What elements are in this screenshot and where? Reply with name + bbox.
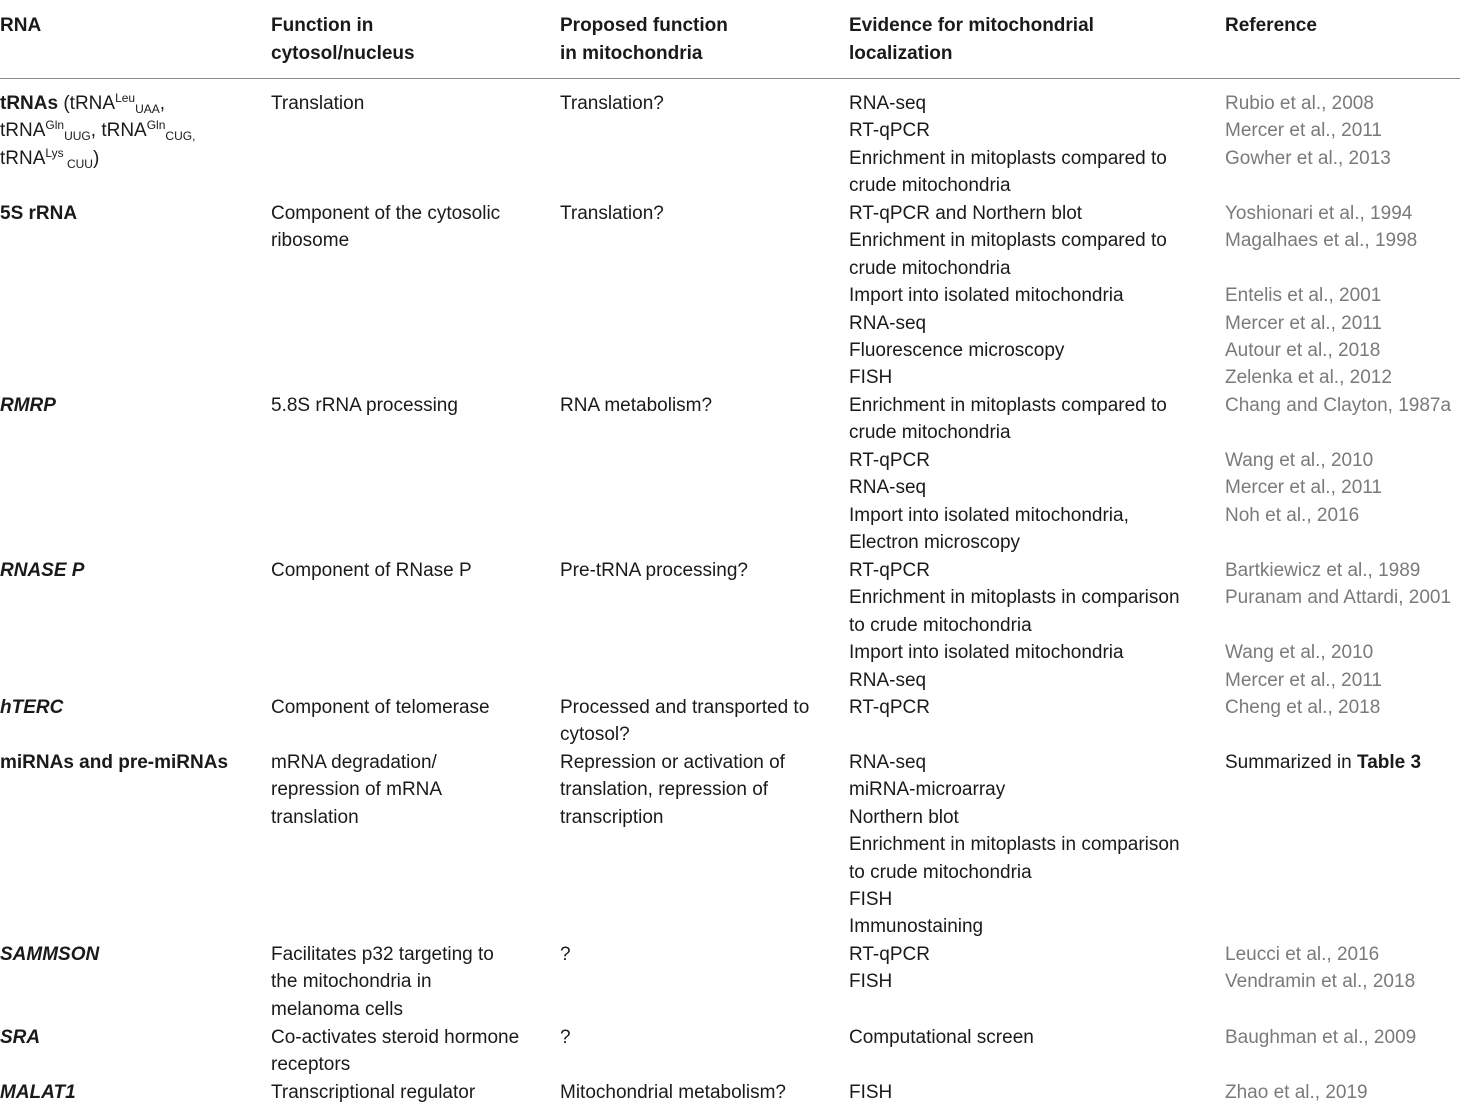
rna-cell <box>0 749 262 776</box>
reference-cell <box>1225 749 1460 776</box>
cell-line: crude mitochondria <box>849 257 1011 279</box>
cell-line: Magalhaes et al., 1998 <box>1225 230 1418 252</box>
header-cytosol-line: cytosol/nucleus <box>271 42 415 64</box>
cell-line <box>1225 419 1460 446</box>
rna-name: SRA <box>0 1027 41 1048</box>
cell-line: Bartkiewicz et al., 1989 <box>1225 560 1421 581</box>
cytosol-function-cell <box>271 941 551 1023</box>
cell-line: Computational screen <box>849 1027 1034 1048</box>
cell-line: Mercer et al., 2011 <box>1225 477 1383 499</box>
rna-name: RNASE P <box>0 560 85 581</box>
rna-cell <box>0 200 262 227</box>
table-reference-link[interactable]: Table 3 <box>1357 752 1422 773</box>
cell-line: RNA-seq <box>849 93 927 114</box>
rna-detail: UUG <box>64 129 91 144</box>
rna-name: tRNAs <box>0 93 59 114</box>
rna-detail: (tRNA <box>63 93 116 114</box>
rna-cell <box>0 694 262 721</box>
rna-detail: Lys <box>45 145 64 160</box>
evidence-cell <box>849 557 1219 694</box>
rna-name: SAMMSON <box>0 944 100 965</box>
cell-line: Wang et al., 2010 <box>1225 642 1374 664</box>
reference-cell <box>1225 1024 1460 1051</box>
cell-line: FISH <box>849 1082 893 1103</box>
rna-detail: Gln <box>146 118 166 133</box>
cell-line: RT-qPCR <box>849 120 930 142</box>
rna-detail: ) <box>92 147 100 169</box>
cell-line: Entelis et al., 2001 <box>1225 285 1382 307</box>
cell-line: Enrichment in mitoplasts in comparison <box>849 587 1180 609</box>
rna-name: hTERC <box>0 697 64 718</box>
cell-line: Leucci et al., 2016 <box>1225 944 1380 965</box>
cytosol-function-cell: Transcriptional regulator <box>271 1082 476 1103</box>
cell-line: Zelenka et al., 2012 <box>1225 367 1392 389</box>
cell-line: RNA-seq <box>849 669 927 691</box>
cell-line: Mercer et al., 2011 <box>1225 312 1383 334</box>
cytosol-function-cell <box>271 1024 551 1079</box>
cell-line: Import into isolated mitochondria <box>849 642 1124 664</box>
cell-line: Import into isolated mitochondria, <box>849 504 1129 526</box>
cytosol-function-cell: Component of telomerase <box>271 697 490 718</box>
cell-line: to crude mitochondria <box>849 861 1032 883</box>
cell-line <box>1225 529 1460 556</box>
header-mito <box>560 12 728 67</box>
header-evidence-line: localization <box>849 42 953 64</box>
cytosol-function-cell: Component of RNase P <box>271 560 472 581</box>
cell-line: FISH <box>849 367 893 389</box>
reference-cell <box>1225 200 1460 392</box>
rna-cell <box>0 90 262 172</box>
cell-line: Repression or activation of <box>560 752 785 773</box>
rna-cell <box>0 392 262 419</box>
cell-line: Processed and transported to <box>560 697 810 718</box>
evidence-cell <box>849 749 1219 941</box>
cell-line: Rubio et al., 2008 <box>1225 93 1374 114</box>
cell-line <box>1225 612 1460 639</box>
cell-line: melanoma cells <box>271 998 403 1020</box>
cell-line: ribosome <box>271 230 350 252</box>
evidence-cell <box>849 200 1219 392</box>
rna-name: miRNAs and pre-miRNAs <box>0 752 229 773</box>
header-cytosol <box>271 12 415 67</box>
cell-line: Immunostaining <box>849 916 984 938</box>
cell-line: translation, repression of <box>560 779 769 801</box>
cytosol-function-cell <box>271 200 551 255</box>
header-mito-line: in mitochondria <box>560 42 703 64</box>
cell-line: mRNA degradation/ <box>271 752 437 773</box>
cell-line: Northern blot <box>849 806 959 828</box>
cell-line: crude mitochondria <box>849 175 1011 197</box>
cell-line: Autour et al., 2018 <box>1225 340 1381 362</box>
header-evidence-line: Evidence for mitochondrial <box>849 15 1094 36</box>
cytosol-function-cell: Translation <box>271 93 365 114</box>
rna-detail: CUG, <box>165 129 196 144</box>
cell-line: transcription <box>560 806 664 828</box>
reference-cell <box>1225 1079 1460 1106</box>
evidence-cell <box>849 90 1219 200</box>
cell-line: Component of the cytosolic <box>271 203 501 224</box>
cytosol-function-cell: 5.8S rRNA processing <box>271 395 458 416</box>
cell-line: Fluorescence microscopy <box>849 340 1065 362</box>
cell-line: repression of mRNA <box>271 779 443 801</box>
cell-line: miRNA-microarray <box>849 779 1006 801</box>
cell-line: RT-qPCR <box>849 560 930 581</box>
evidence-cell <box>849 392 1219 556</box>
cell-line: RT-qPCR and Northern blot <box>849 203 1083 224</box>
header-mito-line: Proposed function <box>560 15 728 36</box>
evidence-cell <box>849 941 1219 996</box>
cell-line: Enrichment in mitoplasts compared to <box>849 147 1167 169</box>
mito-function-cell: Mitochondrial metabolism? <box>560 1082 786 1103</box>
cell-line: RT-qPCR <box>849 697 930 718</box>
mito-function-cell: RNA metabolism? <box>560 395 713 416</box>
cell-line: Mercer et al., 2011 <box>1225 120 1383 142</box>
cell-line: Vendramin et al., 2018 <box>1225 971 1416 993</box>
cell-line: RT-qPCR <box>849 449 930 471</box>
header-divider <box>0 78 1460 79</box>
rna-cell <box>0 941 262 968</box>
mito-function-cell <box>560 749 840 831</box>
rna-detail: tRNA <box>0 120 46 142</box>
cell-line: RT-qPCR <box>849 944 930 965</box>
rna-cell <box>0 557 262 584</box>
cell-line: Electron microscopy <box>849 532 1021 554</box>
rna-detail: tRNA <box>0 147 46 169</box>
reference-cell <box>1225 557 1460 694</box>
cell-line: FISH <box>849 971 893 993</box>
reference-cell <box>1225 941 1460 996</box>
cell-line: Wang et al., 2010 <box>1225 449 1374 471</box>
cell-line: Gowher et al., 2013 <box>1225 147 1391 169</box>
cell-line: the mitochondria in <box>271 971 432 993</box>
rna-name: MALAT1 <box>0 1082 76 1103</box>
reference-cell <box>1225 392 1460 556</box>
cell-line: Co-activates steroid hormone <box>271 1027 520 1048</box>
cell-line: FISH <box>849 889 893 911</box>
cell-line: Noh et al., 2016 <box>1225 504 1360 526</box>
evidence-cell <box>849 1079 1219 1106</box>
cell-line: Cheng et al., 2018 <box>1225 697 1381 718</box>
cell-line: Import into isolated mitochondria <box>849 285 1124 307</box>
cell-line: Mercer et al., 2011 <box>1225 669 1383 691</box>
rna-detail: CUU <box>63 156 93 171</box>
cell-line: receptors <box>271 1054 351 1076</box>
cell-line: Puranam and Attardi, 2001 <box>1225 587 1452 609</box>
rna-detail: Leu <box>115 91 136 105</box>
cell-line: Enrichment in mitoplasts compared to <box>849 395 1167 416</box>
cell-line: to crude mitochondria <box>849 614 1032 636</box>
cell-line: crude mitochondria <box>849 422 1011 444</box>
mito-function-cell <box>560 694 840 749</box>
cell-line: RNA-seq <box>849 477 927 499</box>
rna-detail: , <box>159 93 166 114</box>
cell-line <box>1225 255 1460 282</box>
rna-name: RMRP <box>0 395 56 416</box>
cell-line: Baughman et al., 2009 <box>1225 1027 1417 1048</box>
cell-line: translation <box>271 806 359 828</box>
cell-line: RNA-seq <box>849 752 927 773</box>
mito-function-cell: ? <box>560 1027 571 1048</box>
cell-line: Yoshionari et al., 1994 <box>1225 203 1413 224</box>
header-cytosol-line: Function in <box>271 15 374 36</box>
header-reference: Reference <box>1225 15 1317 36</box>
rna-detail: Gln <box>45 118 65 133</box>
rna-name: 5S rRNA <box>0 203 78 224</box>
cell-line: RNA-seq <box>849 312 927 334</box>
mito-function-cell: Translation? <box>560 93 664 114</box>
evidence-cell <box>849 1024 1219 1051</box>
mito-function-cell: ? <box>560 944 571 965</box>
cell-line: Facilitates p32 targeting to <box>271 944 494 965</box>
header-evidence <box>849 12 1094 67</box>
cell-line: Enrichment in mitoplasts compared to <box>849 230 1167 252</box>
rna-cell <box>0 1079 262 1106</box>
cell-line: Enrichment in mitoplasts in comparison <box>849 834 1180 856</box>
mito-function-cell: Translation? <box>560 203 664 224</box>
rna-detail: , tRNA <box>90 120 147 142</box>
cell-line: Zhao et al., 2019 <box>1225 1082 1368 1103</box>
rna-detail: UAA <box>135 102 160 116</box>
header-rna: RNA <box>0 15 42 36</box>
reference-cell <box>1225 694 1460 721</box>
reference-text: Summarized in <box>1225 752 1357 773</box>
cell-line: Chang and Clayton, 1987a <box>1225 395 1452 416</box>
mito-function-cell: Pre-tRNA processing? <box>560 560 748 581</box>
evidence-cell <box>849 694 1219 721</box>
cell-line: cytosol? <box>560 724 630 746</box>
reference-cell <box>1225 90 1460 172</box>
cytosol-function-cell <box>271 749 551 831</box>
rna-cell <box>0 1024 262 1051</box>
